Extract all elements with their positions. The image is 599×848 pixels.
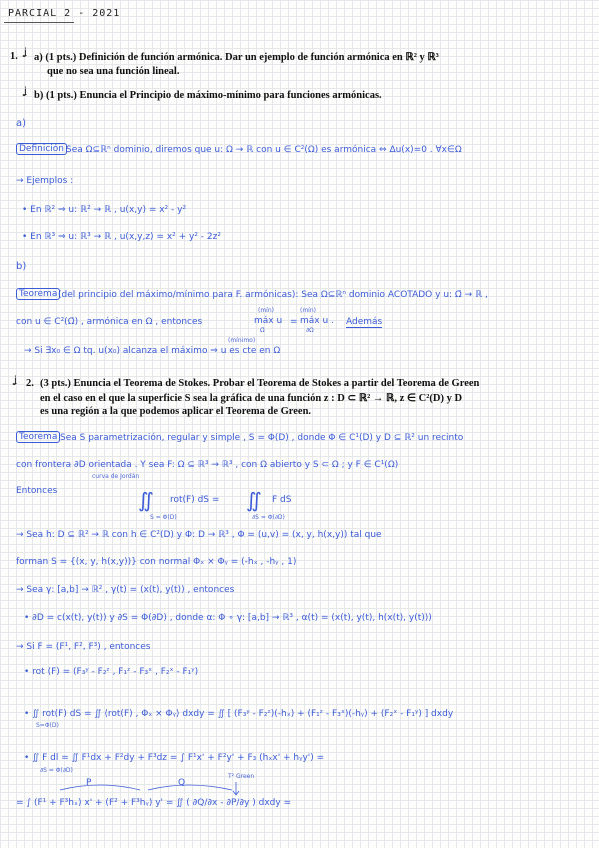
- stokes-line7: → Si F = (F¹, F², F³) , entonces: [16, 642, 151, 652]
- max-sub-2: ∂Ω: [306, 327, 314, 334]
- check-mark-icon: ʝ: [24, 47, 27, 58]
- stokes-line5: → Sea γ: [a,b] → ℝ² , γ(t) = (x(t), y(t)) , entonces: [16, 585, 235, 595]
- double-integral-1: ∬: [138, 488, 154, 512]
- example-r2: • En ℝ² ⇒ u: ℝ² → ℝ , u(x,y) = x² - y²: [22, 205, 187, 215]
- max-omega-bar: máx u: [254, 316, 283, 326]
- stokes-line11: = ∫ (F¹ + F³hₓ) x' + (F² + F³hᵧ) y' = ∬ ( ∂Q/∂x - ∂P/∂y ) dxdy =: [16, 798, 292, 808]
- stokes-line4: forman S = {(x, y, h(x,y))} con normal Φₓ × Φᵧ = (-hₓ , -hᵧ , 1): [16, 557, 297, 567]
- entonces-label: Entonces: [16, 486, 58, 496]
- theorem-box: Teorema: [16, 288, 60, 300]
- q2-number: 2.: [26, 378, 34, 389]
- stokes-line8: • rot (F) = (F₃ʸ - F₂ᶻ , F₁ᶻ - F₃ˣ , F₂ˣ - F₁ʸ): [24, 667, 199, 677]
- line9-sub: S=Φ(D): [36, 722, 59, 729]
- definition-box: Definición: [16, 143, 67, 155]
- ademas-text: Además: [346, 317, 383, 327]
- p-label: P: [86, 778, 92, 788]
- answer-a-label: a): [16, 118, 27, 129]
- integral-1-sub: S = Φ(D): [150, 514, 177, 521]
- double-integral-2: ∬: [246, 488, 262, 512]
- stokes-line3: → Sea h: D ⊆ ℝ² → ℝ con h ∈ C²(D) y Φ: D → ℝ³ , Φ = (u,v) = (x, y, h(x,y)) tal que: [16, 530, 382, 540]
- stokes-line9: • ∬ rot(F) dS = ∬ ⟨rot(F) , Φₓ × Φᵧ⟩ dxdy = ∬ [ (F₃ʸ - F₂ᶻ)(-hₓ) + (F₁ᶻ - F₃ˣ)(-hᵧ) + (F₂ˣ - F₁ʸ) ] dxdy: [24, 709, 454, 719]
- integral-2-sub: ∂S = Φ(∂D): [252, 514, 285, 521]
- q2-line2: en el caso en el que la superficie S sea la gráfica de una función z : D ⊂ ℝ² → ℝ, z ∈ C²(D) y D: [40, 393, 463, 404]
- q1-a-line2: que no sea una función lineal.: [47, 66, 180, 77]
- minmax-top-1: (mín): [258, 307, 274, 314]
- example-r3: • En ℝ³ ⇒ u: ℝ³ → ℝ , u(x,y,z) = x² + y² - 2z²: [22, 232, 221, 242]
- stokes-line10: • ∬ F dl = ∬ F¹dx + F²dy + F³dz = ∫ F¹x' + F²y' + F₃ (hₓx' + hᵧy') =: [24, 753, 325, 763]
- minimo-top: (mínimo): [228, 337, 256, 344]
- theorem-line1: (del principio del máximo/mínimo para F. armónicas): Sea Ω⊆ℝⁿ dominio ACOTADO y u: Ω̄ → ℝ ,: [58, 290, 488, 300]
- q2-line3: es una región a la que podemos aplicar el Teorema de Green.: [40, 406, 312, 417]
- page-header: PARCIAL 2 - 2021: [8, 8, 121, 19]
- examples-heading: → Ejemplos :: [16, 176, 74, 186]
- brace-p: [60, 785, 140, 790]
- t-green-note: T² Green: [228, 773, 255, 780]
- green-arrow-icon: [233, 782, 239, 795]
- theorem2-box: Teorema: [16, 431, 60, 443]
- stokes-line1: Sea S parametrización, regular y simple , S = Φ(D) , donde Φ ∈ C¹(D) y D ⊆ ℝ² un recinto: [60, 433, 464, 443]
- integral-2-body: F dS: [272, 495, 292, 505]
- equals-sign: =: [290, 317, 298, 327]
- q2-line1: (3 pts.) Enuncia el Teorema de Stokes. Probar el Teorema de Stokes a partir del Teorema de Green: [40, 378, 480, 389]
- line10-sub: ∂S = Φ(∂D): [40, 767, 73, 774]
- integral-1-body: rot(F) dS =: [170, 495, 220, 505]
- minmax-top-2: (mín): [300, 307, 316, 314]
- jordan-note: curva de Jordán: [92, 473, 140, 480]
- check-mark-icon: ʝ: [24, 86, 27, 97]
- max-sub-1: Ω̄: [260, 327, 265, 334]
- definition-text: Sea Ω⊆ℝⁿ dominio, diremos que u: Ω → ℝ con u ∈ C²(Ω) es armónica ⇔ Δu(x)=0 . ∀x∈Ω: [66, 145, 462, 155]
- q1-b-line: b) (1 pts.) Enuncia el Principio de máximo-mínimo para funciones armónicas.: [34, 90, 382, 101]
- max-boundary: máx u .: [300, 316, 334, 326]
- brace-q: [148, 785, 232, 790]
- check-mark-icon: ʝ: [14, 375, 17, 386]
- q1-number: 1.: [10, 51, 18, 62]
- q1-a-line1: a) (1 pts.) Definición de función armónica. Dar un ejemplo de función armónica en ℝ² y ℝ³: [34, 52, 439, 63]
- stokes-line6: • ∂D = c(x(t), y(t)) y ∂S = Φ(∂D) , donde α: Φ ∘ γ: [a,b] → ℝ³ , α(t) = (x(t), y(t), h(x(t), y(t))): [24, 613, 432, 623]
- answer-b-label: b): [16, 261, 27, 272]
- theorem-line2: con u ∈ C²(Ω̄) , armónica en Ω , entonces: [16, 317, 203, 327]
- q-label: Q: [178, 778, 186, 788]
- stokes-line2: con frontera ∂D orientada . Y sea F: Ω ⊆ ℝ³ → ℝ³ , con Ω abierto y S ⊂ Ω ; y F ∈ C¹(Ω): [16, 460, 399, 470]
- theorem-line3: → Si ∃x₀ ∈ Ω tq. u(x₀) alcanza el máximo ⇒ u es cte en Ω: [24, 346, 281, 356]
